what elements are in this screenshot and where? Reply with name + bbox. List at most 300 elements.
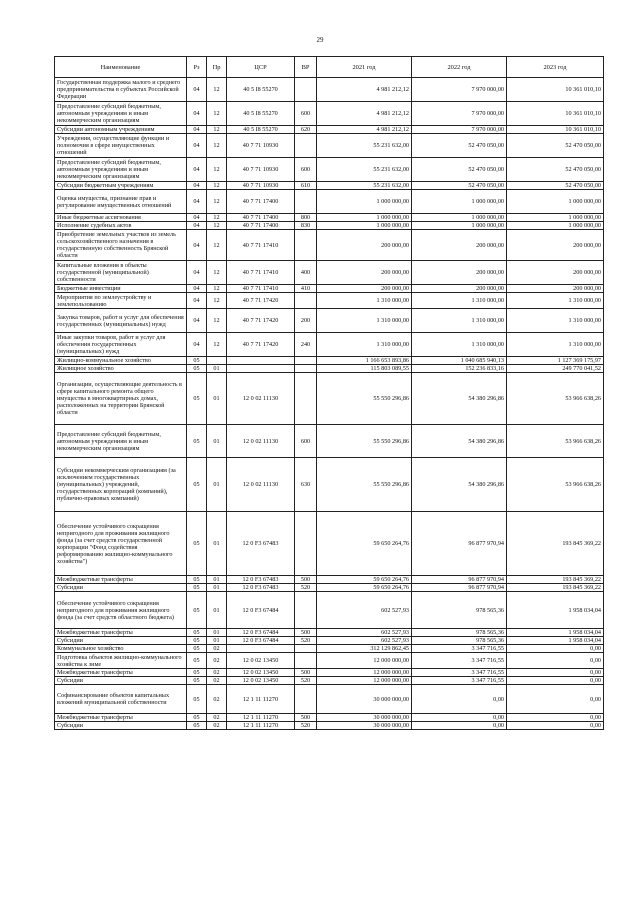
cell-pr: 12 xyxy=(207,230,227,261)
cell-vr: 410 xyxy=(295,285,317,293)
cell-vr xyxy=(295,512,317,576)
cell-name: Подготовка объектов жилищно-коммунального хозяйства к зиме xyxy=(55,653,187,669)
cell-2022: 1 000 000,00 xyxy=(412,214,507,222)
table-row xyxy=(55,576,604,584)
cell-pr: 01 xyxy=(207,458,227,512)
table-header-row xyxy=(55,57,604,78)
cell-name: Межбюджетные трансферты xyxy=(55,629,187,637)
cell-pr: 12 xyxy=(207,222,227,230)
cell-2022: 96 877 970,94 xyxy=(412,512,507,576)
cell-rz: 05 xyxy=(187,637,207,645)
col-header-2023: 2023 год xyxy=(507,57,604,78)
cell-2023: 53 966 638,26 xyxy=(507,425,604,458)
cell-rz: 05 xyxy=(187,512,207,576)
cell-2023: 10 361 010,10 xyxy=(507,126,604,134)
cell-pr: 12 xyxy=(207,126,227,134)
cell-name: Оценка имущества, признание прав и регулирование имущественных отношений xyxy=(55,190,187,214)
cell-csr: 40 7 71 17400 xyxy=(227,214,295,222)
cell-csr: 12 0 F3 67483 xyxy=(227,584,295,592)
table-row xyxy=(55,685,604,714)
cell-2022: 978 565,36 xyxy=(412,629,507,637)
table-row xyxy=(55,293,604,309)
cell-vr xyxy=(295,78,317,102)
cell-2021: 1 310 000,00 xyxy=(317,309,412,333)
cell-vr: 200 xyxy=(295,309,317,333)
cell-rz: 05 xyxy=(187,584,207,592)
cell-2023: 1 000 000,00 xyxy=(507,190,604,214)
cell-rz: 05 xyxy=(187,425,207,458)
cell-2021: 602 527,93 xyxy=(317,592,412,629)
cell-pr: 02 xyxy=(207,714,227,722)
table-row xyxy=(55,653,604,669)
cell-csr: 12 0 F3 67483 xyxy=(227,576,295,584)
table-row xyxy=(55,222,604,230)
cell-2021: 312 129 862,45 xyxy=(317,645,412,653)
cell-pr: 01 xyxy=(207,637,227,645)
cell-csr xyxy=(227,365,295,373)
cell-2021: 115 803 089,55 xyxy=(317,365,412,373)
cell-2021: 4 981 212,12 xyxy=(317,102,412,126)
cell-rz: 04 xyxy=(187,214,207,222)
table-row xyxy=(55,190,604,214)
cell-name: Коммунальное хозяйство xyxy=(55,645,187,653)
cell-2022: 200 000,00 xyxy=(412,261,507,285)
cell-2023: 1 310 000,00 xyxy=(507,333,604,357)
cell-2021: 1 310 000,00 xyxy=(317,293,412,309)
cell-name: Субсидии некоммерческим организациям (за исключением государственных (муниципальных) учреждений, государственных корпораций (компаний), публично-правовых компаний) xyxy=(55,458,187,512)
cell-pr: 12 xyxy=(207,158,227,182)
cell-rz: 05 xyxy=(187,645,207,653)
cell-pr: 02 xyxy=(207,685,227,714)
table-row xyxy=(55,134,604,158)
cell-rz: 05 xyxy=(187,629,207,637)
cell-2023: 1 310 000,00 xyxy=(507,309,604,333)
cell-rz: 05 xyxy=(187,365,207,373)
cell-name: Межбюджетные трансферты xyxy=(55,714,187,722)
cell-csr xyxy=(227,645,295,653)
cell-rz: 04 xyxy=(187,222,207,230)
cell-2023: 0,00 xyxy=(507,653,604,669)
table-row xyxy=(55,333,604,357)
cell-rz: 04 xyxy=(187,78,207,102)
cell-2021: 1 166 653 893,86 xyxy=(317,357,412,365)
cell-pr: 01 xyxy=(207,425,227,458)
cell-rz: 05 xyxy=(187,722,207,730)
cell-vr: 500 xyxy=(295,576,317,584)
cell-csr: 40 7 71 17420 xyxy=(227,309,295,333)
cell-name: Обеспечение устойчивого сокращения непригодного для проживания жилищного фонда (за счет средств государственной корпорации "Фонд содействия реформированию жилищно-коммунального хозяйства") xyxy=(55,512,187,576)
cell-pr: 12 xyxy=(207,134,227,158)
cell-2022: 200 000,00 xyxy=(412,285,507,293)
cell-vr: 520 xyxy=(295,584,317,592)
cell-2021: 30 000 000,00 xyxy=(317,714,412,722)
table-row xyxy=(55,357,604,365)
cell-vr: 400 xyxy=(295,261,317,285)
cell-pr: 02 xyxy=(207,677,227,685)
cell-2023: 1 000 000,00 xyxy=(507,222,604,230)
cell-2021: 30 000 000,00 xyxy=(317,685,412,714)
cell-2023: 1 958 034,04 xyxy=(507,629,604,637)
cell-2022: 0,00 xyxy=(412,722,507,730)
cell-name: Предоставление субсидий бюджетным, автономным учреждениям и иным некоммерческим организациям xyxy=(55,102,187,126)
cell-name: Исполнение судебных актов xyxy=(55,222,187,230)
cell-2021: 55 550 296,86 xyxy=(317,425,412,458)
cell-pr: 02 xyxy=(207,653,227,669)
cell-2022: 978 565,36 xyxy=(412,637,507,645)
cell-vr xyxy=(295,190,317,214)
table-row xyxy=(55,722,604,730)
cell-vr: 600 xyxy=(295,102,317,126)
table-row xyxy=(55,512,604,576)
cell-csr: 40 5 I8 55270 xyxy=(227,126,295,134)
cell-2023: 52 470 050,00 xyxy=(507,158,604,182)
cell-csr: 12 0 02 13450 xyxy=(227,669,295,677)
cell-2021: 1 000 000,00 xyxy=(317,190,412,214)
cell-2021: 12 000 000,00 xyxy=(317,653,412,669)
cell-csr: 12 0 02 11130 xyxy=(227,373,295,425)
cell-2022: 54 380 296,86 xyxy=(412,425,507,458)
cell-2023: 1 958 034,04 xyxy=(507,637,604,645)
cell-2021: 55 231 632,00 xyxy=(317,182,412,190)
cell-csr: 12 0 F3 67484 xyxy=(227,637,295,645)
cell-name: Субсидии xyxy=(55,637,187,645)
cell-rz: 04 xyxy=(187,285,207,293)
cell-rz: 04 xyxy=(187,230,207,261)
table-row xyxy=(55,158,604,182)
cell-csr: 40 5 I8 55270 xyxy=(227,78,295,102)
cell-2022: 54 380 296,86 xyxy=(412,458,507,512)
cell-rz: 04 xyxy=(187,261,207,285)
cell-name: Закупка товаров, работ и услуг для обеспечения государственных (муниципальных) нужд xyxy=(55,309,187,333)
cell-csr: 12 0 F3 67484 xyxy=(227,629,295,637)
cell-pr: 12 xyxy=(207,261,227,285)
cell-name: Межбюджетные трансферты xyxy=(55,669,187,677)
cell-csr: 12 1 11 11270 xyxy=(227,685,295,714)
cell-2022: 52 470 050,00 xyxy=(412,182,507,190)
cell-rz: 04 xyxy=(187,102,207,126)
table-row xyxy=(55,261,604,285)
cell-pr: 02 xyxy=(207,645,227,653)
cell-name: Капитальные вложения в объекты государственной (муниципальной) собственности xyxy=(55,261,187,285)
cell-2022: 3 347 716,55 xyxy=(412,677,507,685)
cell-2021: 12 000 000,00 xyxy=(317,669,412,677)
cell-2023: 0,00 xyxy=(507,669,604,677)
cell-name: Учреждения, осуществляющие функции и полномочия в сфере имущественных отношений xyxy=(55,134,187,158)
cell-2022: 7 970 000,00 xyxy=(412,78,507,102)
cell-vr xyxy=(295,134,317,158)
table-row xyxy=(55,584,604,592)
cell-2022: 200 000,00 xyxy=(412,230,507,261)
cell-csr: 12 0 F3 67483 xyxy=(227,512,295,576)
budget-table xyxy=(54,56,604,730)
cell-2021: 55 231 632,00 xyxy=(317,134,412,158)
cell-csr: 40 7 71 17410 xyxy=(227,261,295,285)
cell-name: Иные бюджетные ассигнования xyxy=(55,214,187,222)
cell-vr: 620 xyxy=(295,126,317,134)
cell-name: Субсидии xyxy=(55,722,187,730)
cell-name: Предоставление субсидий бюджетным, автономным учреждениям и иным некоммерческим организациям xyxy=(55,425,187,458)
cell-2021: 55 231 632,00 xyxy=(317,158,412,182)
cell-pr: 01 xyxy=(207,584,227,592)
col-header-csr: ЦСР xyxy=(227,57,295,78)
cell-2022: 0,00 xyxy=(412,714,507,722)
cell-csr: 40 7 71 17410 xyxy=(227,230,295,261)
cell-vr: 520 xyxy=(295,637,317,645)
cell-rz: 04 xyxy=(187,182,207,190)
cell-name: Жилищно-коммунальное хозяйство xyxy=(55,357,187,365)
cell-name: Жилищное хозяйство xyxy=(55,365,187,373)
cell-vr: 520 xyxy=(295,722,317,730)
cell-pr: 12 xyxy=(207,309,227,333)
cell-2023: 0,00 xyxy=(507,722,604,730)
cell-2023: 53 966 638,26 xyxy=(507,373,604,425)
cell-vr xyxy=(295,653,317,669)
cell-2021: 55 550 296,86 xyxy=(317,458,412,512)
cell-name: Мероприятия по землеустройству и землепользованию xyxy=(55,293,187,309)
cell-name: Предоставление субсидий бюджетным, автономным учреждениям и иным некоммерческим организациям xyxy=(55,158,187,182)
table-row xyxy=(55,425,604,458)
cell-2023: 200 000,00 xyxy=(507,230,604,261)
cell-2022: 3 347 716,55 xyxy=(412,669,507,677)
cell-2023: 200 000,00 xyxy=(507,285,604,293)
cell-2023: 1 000 000,00 xyxy=(507,214,604,222)
cell-vr xyxy=(295,365,317,373)
cell-2023: 0,00 xyxy=(507,685,604,714)
cell-2021: 1 000 000,00 xyxy=(317,222,412,230)
cell-name: Организации, осуществляющие деятельность в сфере капитального ремонта общего имущества в многоквартирных домах, расположенных на территории Брянской области xyxy=(55,373,187,425)
cell-name: Субсидии xyxy=(55,584,187,592)
cell-pr: 01 xyxy=(207,365,227,373)
table-row xyxy=(55,214,604,222)
cell-rz: 05 xyxy=(187,576,207,584)
cell-vr: 600 xyxy=(295,158,317,182)
cell-vr: 610 xyxy=(295,182,317,190)
cell-rz: 04 xyxy=(187,134,207,158)
cell-rz: 05 xyxy=(187,373,207,425)
cell-name: Государственная поддержка малого и среднего предпринимательства в субъектах Российской Федерации xyxy=(55,78,187,102)
cell-2023: 193 845 369,22 xyxy=(507,512,604,576)
cell-2023: 10 361 010,10 xyxy=(507,78,604,102)
cell-2023: 249 770 041,52 xyxy=(507,365,604,373)
cell-rz: 05 xyxy=(187,685,207,714)
cell-2021: 59 650 264,76 xyxy=(317,576,412,584)
cell-csr: 12 0 02 11130 xyxy=(227,458,295,512)
cell-2022: 3 347 716,55 xyxy=(412,645,507,653)
cell-2021: 4 981 212,12 xyxy=(317,78,412,102)
col-header-pr: Пр xyxy=(207,57,227,78)
cell-rz: 04 xyxy=(187,190,207,214)
table-row xyxy=(55,285,604,293)
cell-2021: 200 000,00 xyxy=(317,230,412,261)
cell-csr: 40 7 71 17420 xyxy=(227,293,295,309)
cell-vr: 240 xyxy=(295,333,317,357)
cell-rz: 04 xyxy=(187,309,207,333)
table-row xyxy=(55,592,604,629)
cell-2022: 96 877 970,94 xyxy=(412,584,507,592)
cell-vr xyxy=(295,592,317,629)
cell-2022: 52 470 050,00 xyxy=(412,134,507,158)
cell-2022: 1 310 000,00 xyxy=(412,309,507,333)
cell-rz: 05 xyxy=(187,357,207,365)
cell-vr: 500 xyxy=(295,714,317,722)
cell-2021: 59 650 264,76 xyxy=(317,584,412,592)
cell-2021: 602 527,93 xyxy=(317,629,412,637)
page-number: 29 xyxy=(316,36,324,44)
cell-pr xyxy=(207,357,227,365)
cell-name: Субсидии xyxy=(55,677,187,685)
table-row xyxy=(55,373,604,425)
cell-2021: 1 000 000,00 xyxy=(317,214,412,222)
cell-2021: 59 650 264,76 xyxy=(317,512,412,576)
cell-name: Субсидии автономным учреждениям xyxy=(55,126,187,134)
cell-2022: 1 040 685 940,13 xyxy=(412,357,507,365)
cell-pr: 01 xyxy=(207,512,227,576)
cell-2022: 1 310 000,00 xyxy=(412,333,507,357)
cell-2021: 200 000,00 xyxy=(317,261,412,285)
cell-name: Бюджетные инвестиции xyxy=(55,285,187,293)
cell-2021: 30 000 000,00 xyxy=(317,722,412,730)
cell-2023: 53 966 638,26 xyxy=(507,458,604,512)
table-row xyxy=(55,677,604,685)
cell-2022: 1 000 000,00 xyxy=(412,222,507,230)
cell-pr: 01 xyxy=(207,629,227,637)
table-row xyxy=(55,102,604,126)
col-header-name: Наименование xyxy=(55,57,187,78)
table-row xyxy=(55,458,604,512)
cell-rz: 05 xyxy=(187,458,207,512)
cell-name: Межбюджетные трансферты xyxy=(55,576,187,584)
cell-2022: 1 000 000,00 xyxy=(412,190,507,214)
cell-csr: 40 7 71 10930 xyxy=(227,182,295,190)
cell-vr xyxy=(295,685,317,714)
cell-pr: 01 xyxy=(207,373,227,425)
table-row xyxy=(55,637,604,645)
col-header-rz: Рз xyxy=(187,57,207,78)
table-row xyxy=(55,230,604,261)
cell-name: Иные закупки товаров, работ и услуг для обеспечения государственных (муниципальных) нужд xyxy=(55,333,187,357)
cell-2022: 1 310 000,00 xyxy=(412,293,507,309)
cell-vr: 520 xyxy=(295,677,317,685)
cell-vr: 500 xyxy=(295,669,317,677)
cell-rz: 04 xyxy=(187,158,207,182)
cell-csr: 40 7 71 10930 xyxy=(227,158,295,182)
table-row xyxy=(55,645,604,653)
cell-2023: 0,00 xyxy=(507,645,604,653)
cell-csr: 12 0 F3 67484 xyxy=(227,592,295,629)
cell-rz: 05 xyxy=(187,592,207,629)
cell-pr: 12 xyxy=(207,333,227,357)
cell-2022: 96 877 970,94 xyxy=(412,576,507,584)
table-row xyxy=(55,629,604,637)
cell-pr: 01 xyxy=(207,592,227,629)
table-row xyxy=(55,669,604,677)
cell-2022: 7 970 000,00 xyxy=(412,102,507,126)
cell-2023: 1 310 000,00 xyxy=(507,293,604,309)
cell-csr: 12 0 02 13450 xyxy=(227,653,295,669)
table-row xyxy=(55,714,604,722)
cell-2023: 10 361 010,10 xyxy=(507,102,604,126)
table-body xyxy=(55,78,604,730)
cell-vr xyxy=(295,230,317,261)
cell-2021: 602 527,93 xyxy=(317,637,412,645)
table-row xyxy=(55,126,604,134)
table-row xyxy=(55,309,604,333)
cell-name: Приобретение земельных участков из земель сельскохозяйственного назначения в государственную собственность Брянской области xyxy=(55,230,187,261)
cell-name: Обеспечение устойчивого сокращения непригодного для проживания жилищного фонда (за счет средств областного бюджета) xyxy=(55,592,187,629)
cell-vr: 630 xyxy=(295,458,317,512)
cell-2023: 52 470 050,00 xyxy=(507,134,604,158)
cell-2023: 1 127 369 175,97 xyxy=(507,357,604,365)
cell-pr: 01 xyxy=(207,576,227,584)
table-row xyxy=(55,182,604,190)
cell-2022: 152 236 833,16 xyxy=(412,365,507,373)
cell-vr xyxy=(295,293,317,309)
col-header-vr: ВР xyxy=(295,57,317,78)
cell-name: Субсидии бюджетным учреждениям xyxy=(55,182,187,190)
cell-rz: 05 xyxy=(187,653,207,669)
cell-csr: 40 7 71 17420 xyxy=(227,333,295,357)
cell-2021: 200 000,00 xyxy=(317,285,412,293)
cell-csr: 40 7 71 17400 xyxy=(227,222,295,230)
cell-csr: 12 0 02 11130 xyxy=(227,425,295,458)
cell-csr: 40 5 I8 55270 xyxy=(227,102,295,126)
cell-rz: 05 xyxy=(187,669,207,677)
cell-csr: 12 0 02 13450 xyxy=(227,677,295,685)
table-row xyxy=(55,365,604,373)
cell-pr: 12 xyxy=(207,285,227,293)
cell-pr: 12 xyxy=(207,190,227,214)
cell-2022: 7 970 000,00 xyxy=(412,126,507,134)
cell-vr: 830 xyxy=(295,222,317,230)
cell-pr: 12 xyxy=(207,78,227,102)
cell-2023: 200 000,00 xyxy=(507,261,604,285)
cell-pr: 12 xyxy=(207,293,227,309)
cell-pr: 12 xyxy=(207,214,227,222)
cell-vr: 500 xyxy=(295,629,317,637)
cell-csr: 40 7 71 10930 xyxy=(227,134,295,158)
cell-csr: 12 1 11 11270 xyxy=(227,714,295,722)
cell-pr: 12 xyxy=(207,102,227,126)
cell-2021: 12 000 000,00 xyxy=(317,677,412,685)
cell-2022: 3 347 716,55 xyxy=(412,653,507,669)
cell-csr xyxy=(227,357,295,365)
cell-2022: 0,00 xyxy=(412,685,507,714)
col-header-2022: 2022 год xyxy=(412,57,507,78)
cell-rz: 04 xyxy=(187,293,207,309)
col-header-2021: 2021 год xyxy=(317,57,412,78)
cell-2023: 193 845 369,22 xyxy=(507,584,604,592)
cell-vr xyxy=(295,645,317,653)
cell-2021: 4 981 212,12 xyxy=(317,126,412,134)
cell-rz: 04 xyxy=(187,333,207,357)
cell-2022: 54 380 296,86 xyxy=(412,373,507,425)
cell-vr xyxy=(295,373,317,425)
cell-rz: 04 xyxy=(187,126,207,134)
cell-pr: 02 xyxy=(207,669,227,677)
cell-2023: 0,00 xyxy=(507,677,604,685)
cell-2023: 0,00 xyxy=(507,714,604,722)
cell-vr xyxy=(295,357,317,365)
cell-csr: 40 7 71 17400 xyxy=(227,190,295,214)
cell-pr: 02 xyxy=(207,722,227,730)
cell-csr: 12 1 11 11270 xyxy=(227,722,295,730)
cell-2023: 193 845 369,22 xyxy=(507,576,604,584)
cell-vr: 800 xyxy=(295,214,317,222)
cell-2022: 52 470 050,00 xyxy=(412,158,507,182)
cell-name: Софинансирование объектов капитальных вложений муниципальной собственности xyxy=(55,685,187,714)
cell-rz: 05 xyxy=(187,714,207,722)
cell-2023: 52 470 050,00 xyxy=(507,182,604,190)
